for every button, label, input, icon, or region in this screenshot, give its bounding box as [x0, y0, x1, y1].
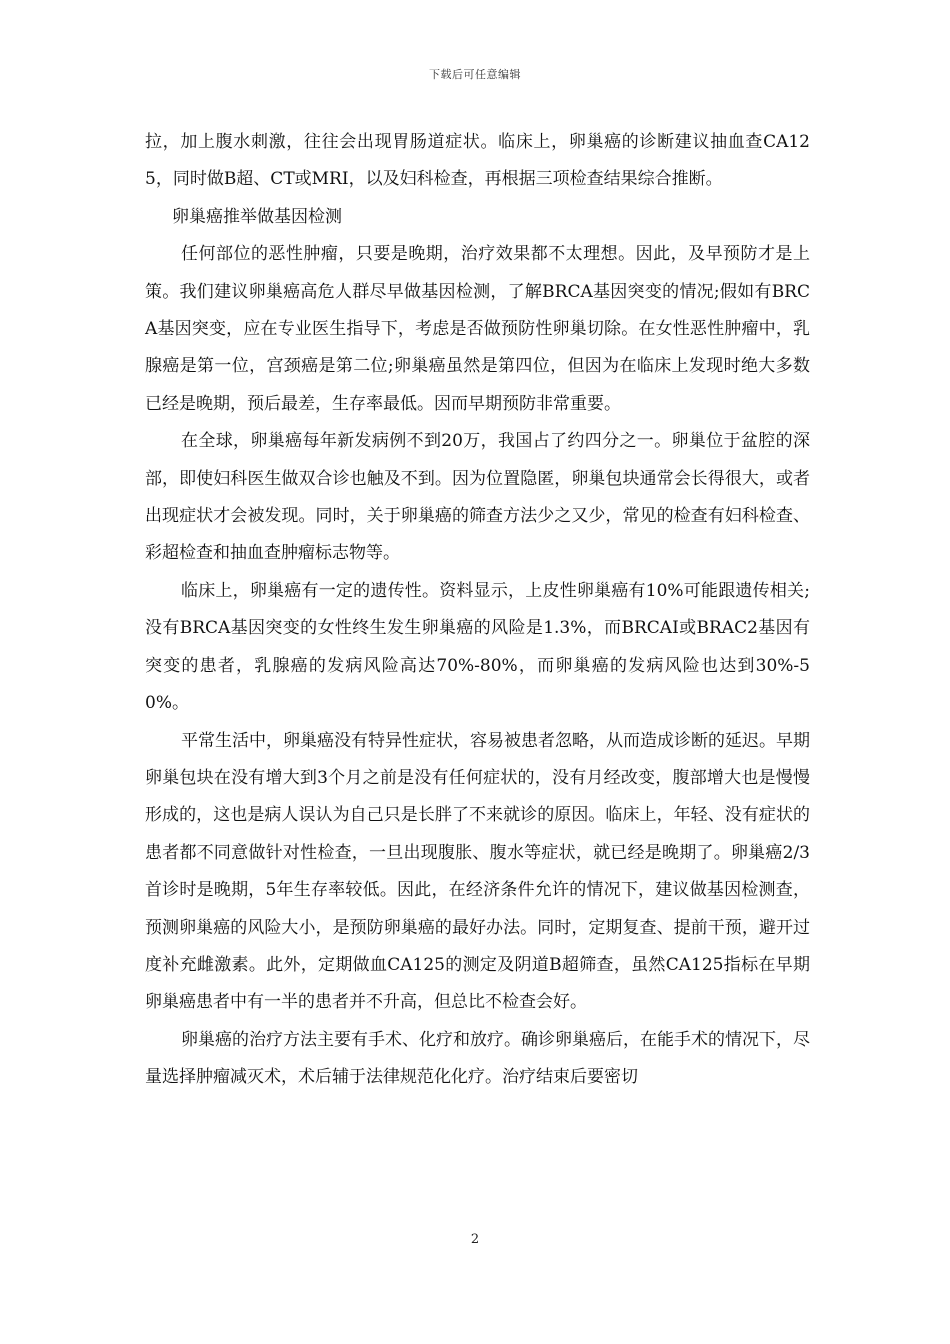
document-body [145, 124, 810, 1097]
paragraph: 平常生活中，卵巢癌没有特异性症状，容易被患者忽略，从而造成诊断的延迟。早期卵巢包块在没有增大到3个月之前是没有任何症状的，没有月经改变，腹部增大也是慢慢形成的，这也是病人误认为自己只是长胖了不来就诊的原因。临床上，年轻、没有症状的患者都不同意做针对性检查，一旦出现腹胀、腹水等症状，就已经是晚期了。卵巢癌2/3首诊时是晚期，5年生存率较低。因此，在经济条件允许的情况下，建议做基因检测查，预测卵巢癌的风险大小，是预防卵巢癌的最好办法。同时，定期复查、提前干预，避开过度补充雌激素。此外，定期做血CA125的测定及阴道B超筛查，虽然CA125指标在早期卵巢癌患者中有一半的患者并不升高，但总比不检查会好。 [145, 730, 810, 1013]
paragraph: 任何部位的恶性肿瘤，只要是晚期，治疗效果都不太理想。因此，及早预防才是上策。我们建议卵巢癌高危人群尽早做基因检测，了解BRCA基因突变的情况;假如有BRCA基因突变，应在专业医生指导下，考虑是否做预防性卵巢切除。在女性恶性肿瘤中，乳腺癌是第一位，宫颈癌是第二位;卵巢癌虽然是第四位，但因为在临床上发现时绝大多数已经是晚期，预后最差，生存率最低。因而早期预防非常重要。 [145, 244, 810, 414]
paragraph-continuation: 拉，加上腹水刺激，往往会出现胃肠道症状。临床上，卵巢癌的诊断建议抽血查CA125，同时做B超、CT或MRI，以及妇科检查，再根据三项检查结果综合推断。 [145, 132, 810, 190]
paragraph: 在全球，卵巢癌每年新发病例不到20万，我国占了约四分之一。卵巢位于盆腔的深部，即使妇科医生做双合诊也触及不到。因为位置隐匿，卵巢包块通常会长得很大，或者出现症状才会被发现。同时，关于卵巢癌的筛查方法少之又少，常见的检查有妇科检查、彩超检查和抽血查肿瘤标志物等。 [145, 431, 810, 564]
paragraph: 卵巢癌的治疗方法主要有手术、化疗和放疗。确诊卵巢癌后，在能手术的情况下，尽量选择肿瘤减灭术，术后辅于法律规范化化疗。治疗结束后要密切 [145, 1029, 810, 1088]
section-heading: 卵巢癌推举做基因检测 [172, 206, 342, 227]
page-number: 2 [470, 1232, 480, 1247]
paragraph: 临床上，卵巢癌有一定的遗传性。资料显示，上皮性卵巢癌有10%可能跟遗传相关;没有BRCA基因突变的女性终生发生卵巢癌的风险是1.3%，而BRCAI或BRAC2基因有突变的患者，乳腺癌的发病风险高达70%-80%，而卵巢癌的发病风险也达到30%-50%。 [145, 580, 810, 714]
page-header: 下载后可任意编辑 [429, 68, 521, 81]
